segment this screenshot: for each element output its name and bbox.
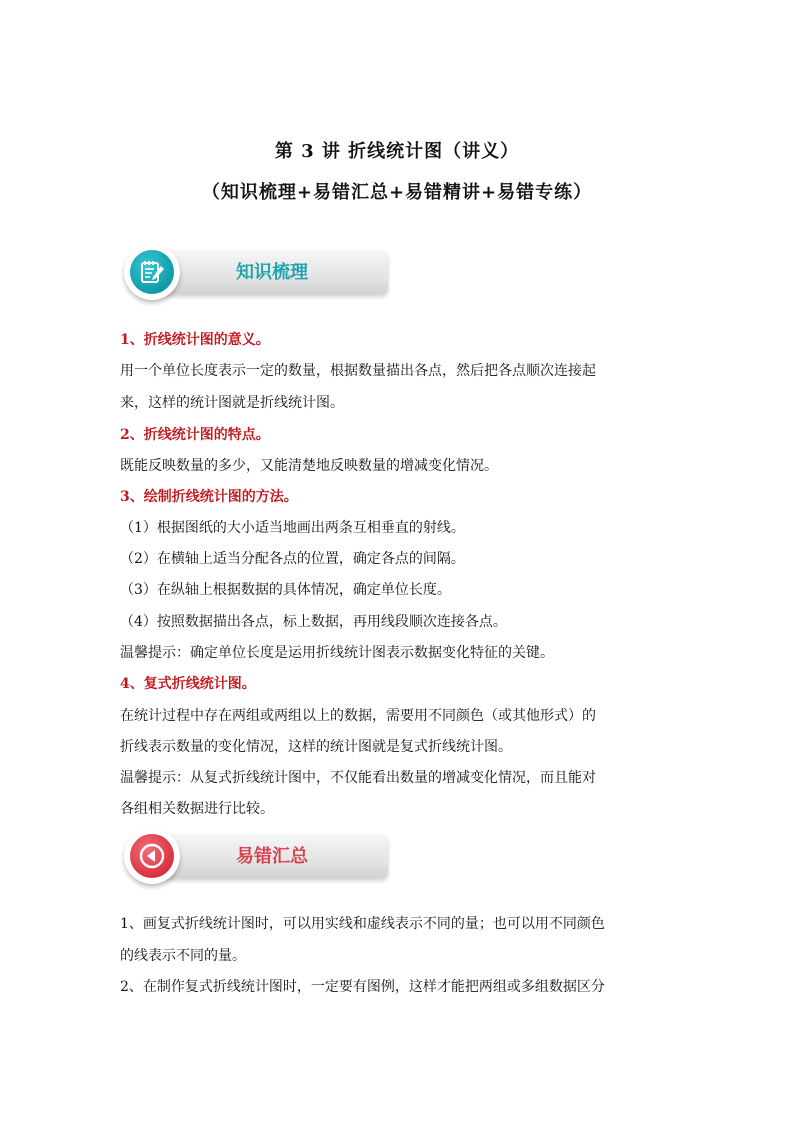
notepad-pencil-icon: [134, 254, 170, 290]
text-line: 2、在制作复式折线统计图时，一定要有图例，这样才能把两组或多组数据区分: [120, 979, 605, 995]
tip-line: 温馨提示：确定单位长度是运用折线统计图表示数据变化特征的关键。: [120, 645, 554, 661]
text-line: （2）在横轴上适当分配各点的位置，确定各点的间隔。: [120, 551, 465, 567]
text-line: （3）在纵轴上根据数据的具体情况，确定单位长度。: [120, 582, 451, 598]
heading-method: 3、绘制折线统计图的方法。: [120, 489, 298, 505]
heading-meaning: 1、折线统计图的意义。: [120, 332, 270, 348]
heading-features: 2、折线统计图的特点。: [120, 427, 270, 443]
text-line: 在统计过程中存在两组或两组以上的数据，需要用不同颜色（或其他形式）的: [120, 708, 596, 724]
section-banner-knowledge: [124, 248, 390, 300]
play-back-icon: [134, 838, 170, 874]
text-line: 折线表示数量的变化情况，这样的统计图就是复式折线统计图。: [120, 739, 512, 755]
text-line: 的线表示不同的量。: [120, 948, 246, 964]
text-line: 既能反映数量的多少，又能清楚地反映数量的增减变化情况。: [120, 458, 498, 474]
text-line: 各组相关数据进行比较。: [120, 801, 274, 817]
text-line: （4）按照数据描出各点，标上数据，再用线段顺次连接各点。: [120, 614, 507, 630]
section-banner-mistakes: [124, 832, 390, 884]
banner-label-knowledge: 知识梳理: [236, 262, 308, 283]
doc-subtitle: （知识梳理+易错汇总+易错精讲+易错专练）: [201, 182, 593, 203]
text-line: 来，这样的统计图就是折线统计图。: [120, 395, 344, 411]
doc-title: 第 3 讲 折线统计图（讲义）: [274, 141, 520, 162]
tip-line: 温馨提示：从复式折线统计图中，不仅能看出数量的增减变化情况，而且能对: [120, 770, 596, 786]
heading-compound: 4、复式折线统计图。: [120, 676, 256, 692]
banner-label-mistakes: 易错汇总: [236, 846, 308, 867]
text-line: 用一个单位长度表示一定的数量，根据数量描出各点，然后把各点顺次连接起: [120, 363, 596, 379]
text-line: （1）根据图纸的大小适当地画出两条互相垂直的射线。: [120, 520, 465, 536]
text-line: 1、画复式折线统计图时，可以用实线和虚线表示不同的量；也可以用不同颜色: [120, 916, 605, 932]
